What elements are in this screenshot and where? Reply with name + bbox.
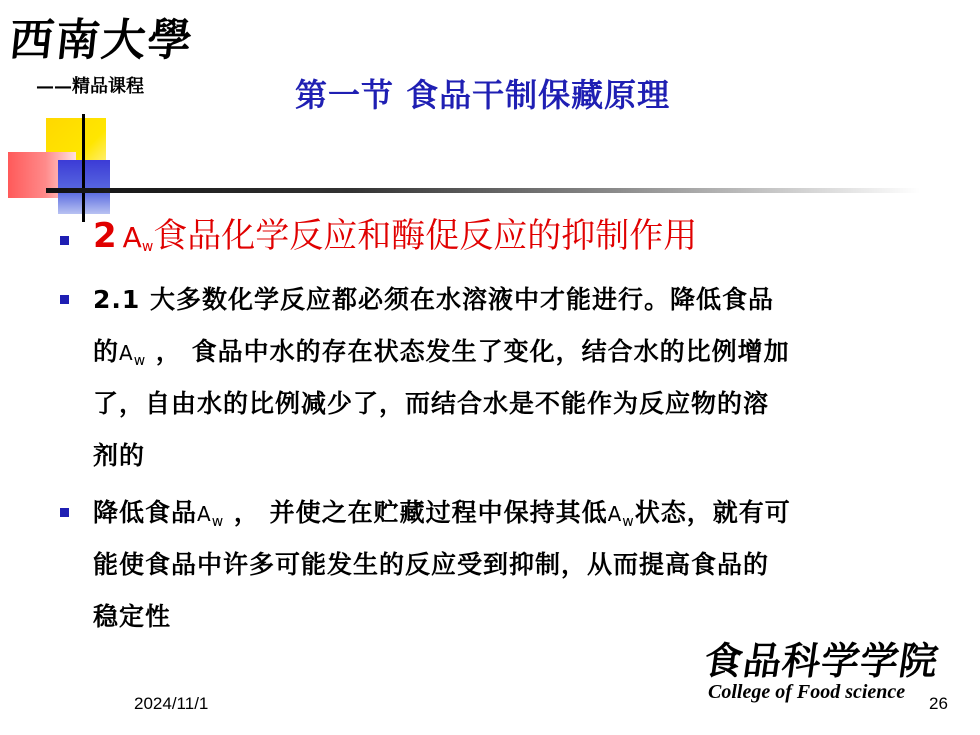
text-fragment: 的 [93,337,120,366]
aw-symbol: A [119,341,134,365]
slide-date: 2024/11/1 [134,694,209,713]
aw-subscript: w [211,514,225,530]
paragraph-line [93,326,968,378]
heading-text: 食品化学反应和酶促反应的抑制作用 [153,216,698,256]
bullet-icon [60,508,69,517]
heading-number: 2 [93,216,117,256]
college-logo-chinese: 食品科学学院 [701,638,942,683]
course-subtitle: ——精品课程 [36,76,144,97]
bullet-icon [60,295,69,304]
aw-subscript: w [141,239,154,255]
paragraph-line: 2.1 大多数化学反应都必须在水溶液中才能进行。降低食品 [93,285,774,314]
text-fragment: 状态，就有可 [634,498,791,527]
aw-symbol: A [607,502,623,526]
aw-symbol: A [197,502,212,526]
paragraph-line: 了，自由水的比例减少了，而结合水是不能作为反应物的溶 [93,389,770,418]
title-divider-line [46,188,920,193]
aw-subscript: w [622,514,635,530]
bullet-icon [60,236,69,245]
page-number: 26 [929,694,948,713]
text-fragment: 降低食品 [93,498,198,527]
aw-symbol: A [122,221,142,254]
section-heading [93,210,697,273]
paragraph-line: 稳定性 [93,602,172,631]
text-fragment: ， 食品中水的存在状态发生了变化，结合水的比例增加 [146,337,790,366]
paragraph-line [93,487,968,539]
aw-subscript: w [133,353,147,369]
paragraph-chemical-reactions [93,274,968,482]
paragraph-lower-aw [93,487,968,643]
decorative-vertical-line [82,114,85,222]
paragraph-line: 剂的 [93,441,146,470]
university-logo: 西南大學 [6,15,197,66]
college-name-english: College of Food science [708,681,906,703]
paragraph-line: 能使食品中许多可能发生的反应受到抑制，从而提高食品的 [93,550,770,579]
text-fragment: ， 并使之在贮藏过程中保持其低 [224,498,608,527]
slide-title: 第一节 食品干制保藏原理 [295,76,671,114]
